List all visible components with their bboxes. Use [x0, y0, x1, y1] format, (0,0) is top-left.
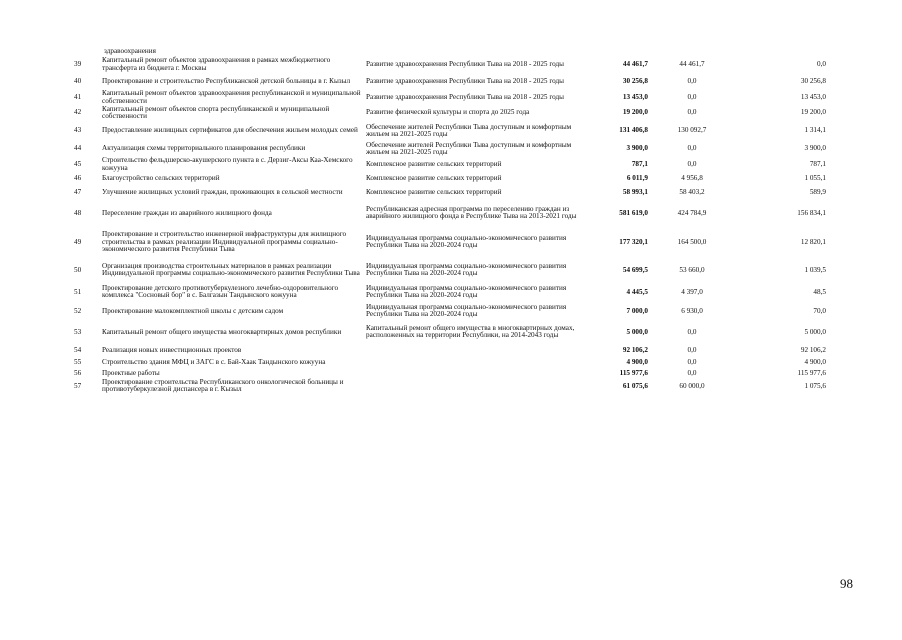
- republic-value: 5 000,0: [804, 327, 826, 336]
- table-row: [72, 226, 828, 258]
- total-value: 61 075,6: [622, 381, 648, 390]
- object-name: Актуализация схемы территориального планирования республики: [102, 144, 306, 153]
- republic-value: 156 834,1: [797, 208, 826, 217]
- page-number: 98: [840, 576, 853, 591]
- total-value: 7 000,0: [626, 306, 648, 315]
- object-name: Капитальный ремонт общего имущества многоквартирных домов республики: [102, 327, 342, 336]
- table-row: [72, 200, 828, 226]
- table-row: [72, 157, 828, 172]
- table-row: [72, 378, 828, 394]
- republic-value: 0,0: [817, 60, 826, 69]
- table-row: [72, 258, 828, 282]
- total-value: 6 011,9: [626, 173, 648, 182]
- program-name: Развитие здравоохранения Республики Тыва на 2018 - 2025 годы: [366, 60, 564, 69]
- total-value: 92 106,2: [622, 345, 648, 354]
- table-row: [72, 184, 828, 200]
- total-value: 3 900,0: [626, 144, 648, 153]
- total-value: 4 445,5: [626, 287, 648, 296]
- row-number: 47: [74, 187, 82, 196]
- row-number: 41: [74, 92, 82, 101]
- federal-value: 130 092,7: [677, 126, 707, 135]
- budget-table: [72, 56, 828, 394]
- program-name: Развитие физической культуры и спорта до 2025 года: [366, 108, 530, 117]
- republic-value: 1 039,5: [804, 265, 826, 274]
- federal-value: 0,0: [687, 368, 697, 377]
- row-number: 49: [74, 237, 82, 246]
- federal-value: 164 500,0: [677, 237, 707, 246]
- row-number: 55: [74, 357, 82, 366]
- total-value: 131 406,8: [619, 126, 648, 135]
- table-row: [72, 356, 828, 368]
- object-name: Капитальный ремонт объектов здравоохранения республиканской и муниципальной собственности: [102, 89, 361, 105]
- program-name: Капитальный ремонт общего имущества в многоквартирных домах, расположенных на территории Республики, на 2014-2043 годы: [366, 323, 575, 340]
- row-number: 51: [74, 287, 82, 296]
- object-name: Благоустройство сельских территорий: [102, 173, 220, 182]
- program-name: Индивидуальная программа социально-экономического развития Республики Тыва на 2020-2024 годы: [366, 302, 567, 319]
- object-name: Строительство здания МФЦ и ЗАГС в с. Бай-Хаак Тандынского кожууна: [102, 357, 326, 366]
- row-number: 46: [74, 173, 82, 182]
- row-number: 40: [74, 77, 82, 86]
- table-row: [72, 320, 828, 344]
- republic-value: 1 055,1: [804, 173, 826, 182]
- republic-value: 12 820,1: [800, 237, 826, 246]
- row-number: 39: [74, 60, 82, 69]
- program-name: Комплексное развитие сельских территорий: [366, 187, 502, 196]
- program-name: [364, 368, 598, 378]
- federal-value: 6 930,0: [681, 306, 703, 315]
- republic-value: 1 314,1: [804, 126, 826, 135]
- program-name: [364, 378, 598, 394]
- republic-value: 13 453,0: [800, 92, 826, 101]
- object-name: Проектирование строительства Республиканского онкологической больницы и противотуберкулезной диспансера в г. Кызыл: [102, 377, 344, 394]
- republic-value: 92 106,2: [800, 345, 826, 354]
- program-name: Индивидуальная программа социально-экономического развития Республики Тыва на 2020-2024 годы: [366, 261, 567, 278]
- republic-value: 1 075,6: [804, 381, 826, 390]
- object-name: Организация производства строительных материалов в рамках реализации Индивидуальной программы социально-экономического развития Республики Тыва: [102, 261, 360, 278]
- table-row: [72, 344, 828, 356]
- republic-value: 19 200,0: [800, 108, 826, 117]
- program-name: Развитие здравоохранения Республики Тыва на 2018 - 2025 годы: [366, 92, 564, 101]
- program-name: Обеспечение жителей Республики Тыва доступным и комфортным жильем на 2021-2025 годы: [366, 122, 572, 139]
- federal-value: 0,0: [687, 159, 697, 168]
- row-number: 54: [74, 345, 82, 354]
- object-name: Улучшение жилищных условий граждан, проживающих в сельской местности: [102, 187, 343, 196]
- object-name: Проектные работы: [102, 368, 160, 377]
- object-name: Капитальный ремонт объектов спорта республиканской и муниципальной собственности: [102, 104, 330, 121]
- total-value: 115 977,6: [619, 368, 648, 377]
- total-value: 177 320,1: [619, 237, 648, 246]
- table-row: [72, 302, 828, 320]
- program-name: Развитие здравоохранения Республики Тыва на 2018 - 2025 годы: [366, 77, 564, 86]
- table-row: [72, 105, 828, 121]
- federal-value: 58 403,2: [679, 187, 705, 196]
- object-name: Реализация новых инвестиционных проектов: [102, 345, 242, 354]
- program-name: [364, 356, 598, 368]
- total-value: 13 453,0: [622, 92, 648, 101]
- object-name: Проектирование и строительство инженерной инфраструктуры для жилищного строительства в рамках реализации Индивидуальной программы социально-экономического развития Республики Тыва: [102, 229, 347, 254]
- continuation-text: здравоохранения: [104, 47, 156, 55]
- republic-value: 70,0: [813, 306, 826, 315]
- budget-table-body: [72, 56, 828, 394]
- republic-value: 3 900,0: [804, 144, 826, 153]
- program-name: Комплексное развитие сельских территорий: [366, 159, 502, 168]
- total-value: 54 699,5: [622, 265, 648, 274]
- object-name: Строительство фельдшерско-акушерского пункта в с. Дерзиг-Аксы Каа-Хемского кожууна: [102, 156, 353, 172]
- table-row: [72, 121, 828, 141]
- row-number: 48: [74, 208, 82, 217]
- table-row: [72, 141, 828, 157]
- total-value: 5 000,0: [626, 327, 648, 336]
- federal-value: 0,0: [687, 345, 697, 354]
- program-name: Обеспечение жителей Республики Тыва доступным и комфортным жильем на 2021-2025 годы: [366, 140, 572, 157]
- federal-value: 0,0: [687, 77, 697, 86]
- total-value: 4 900,0: [626, 357, 648, 366]
- table-row: [72, 172, 828, 184]
- federal-value: 0,0: [687, 92, 697, 101]
- federal-value: 4 397,0: [681, 287, 703, 296]
- total-value: 787,1: [631, 159, 648, 168]
- republic-value: 115 977,6: [797, 368, 826, 377]
- total-value: 581 619,0: [619, 208, 648, 217]
- row-number: 50: [74, 265, 82, 274]
- object-name: Проектирование малокомплектной школы с детским садом: [102, 306, 284, 315]
- object-name: Проектирование детского противотуберкулезного лечебно-оздоровительного комплекса "Сосновый бор" в с. Балгазын Тандынского кожууна: [102, 283, 339, 300]
- program-name: [364, 344, 598, 356]
- federal-value: 0,0: [687, 108, 697, 117]
- total-value: 30 256,8: [622, 77, 648, 86]
- republic-value: 30 256,8: [800, 77, 826, 86]
- table-row: [72, 56, 828, 74]
- row-number: 57: [74, 381, 82, 390]
- table-row: [72, 282, 828, 302]
- row-number: 43: [74, 126, 82, 135]
- row-number: 52: [74, 306, 82, 315]
- program-name: Комплексное развитие сельских территорий: [366, 173, 502, 182]
- table-row: [72, 74, 828, 90]
- federal-value: 424 784,9: [677, 208, 707, 217]
- program-name: Индивидуальная программа социально-экономического развития Республики Тыва на 2020-2024 годы: [366, 283, 567, 300]
- federal-value: 0,0: [687, 144, 697, 153]
- row-number: 56: [74, 368, 82, 377]
- program-name: Индивидуальная программа социально-экономического развития Республики Тыва на 2020-2024 годы: [366, 233, 567, 250]
- federal-value: 0,0: [687, 357, 697, 366]
- republic-value: 589,9: [809, 187, 826, 196]
- program-name: Республиканская адресная программа по переселению граждан из аварийного жилищного фонда в Республике Тыва на 2013-2021 годы: [366, 204, 577, 221]
- federal-value: 60 000,0: [679, 381, 705, 390]
- row-number: 44: [74, 144, 82, 153]
- federal-value: 4 956,8: [681, 173, 703, 182]
- object-name: Капитальный ремонт объектов здравоохранения в рамках межбюджетного трансферта из бюджета г. Москвы: [102, 56, 331, 72]
- republic-value: 787,1: [809, 159, 826, 168]
- total-value: 44 461,7: [622, 60, 648, 69]
- row-number: 42: [74, 108, 82, 117]
- table-row: [72, 368, 828, 378]
- federal-value: 44 461,7: [679, 60, 705, 69]
- table-row: [72, 90, 828, 105]
- republic-value: 4 900,0: [804, 357, 826, 366]
- object-name: Предоставление жилищных сертификатов для обеспечения жильем молодых семей: [102, 126, 358, 135]
- total-value: 19 200,0: [622, 108, 648, 117]
- object-name: Проектирование и строительство Республиканской детской больницы в г. Кызыл: [102, 77, 351, 86]
- object-name: Переселение граждан из аварийного жилищного фонда: [102, 208, 272, 217]
- row-number: 53: [74, 327, 82, 336]
- federal-value: 0,0: [687, 327, 697, 336]
- federal-value: 53 660,0: [679, 265, 705, 274]
- republic-value: 48,5: [813, 287, 826, 296]
- row-number: 45: [74, 159, 82, 168]
- total-value: 58 993,1: [622, 187, 648, 196]
